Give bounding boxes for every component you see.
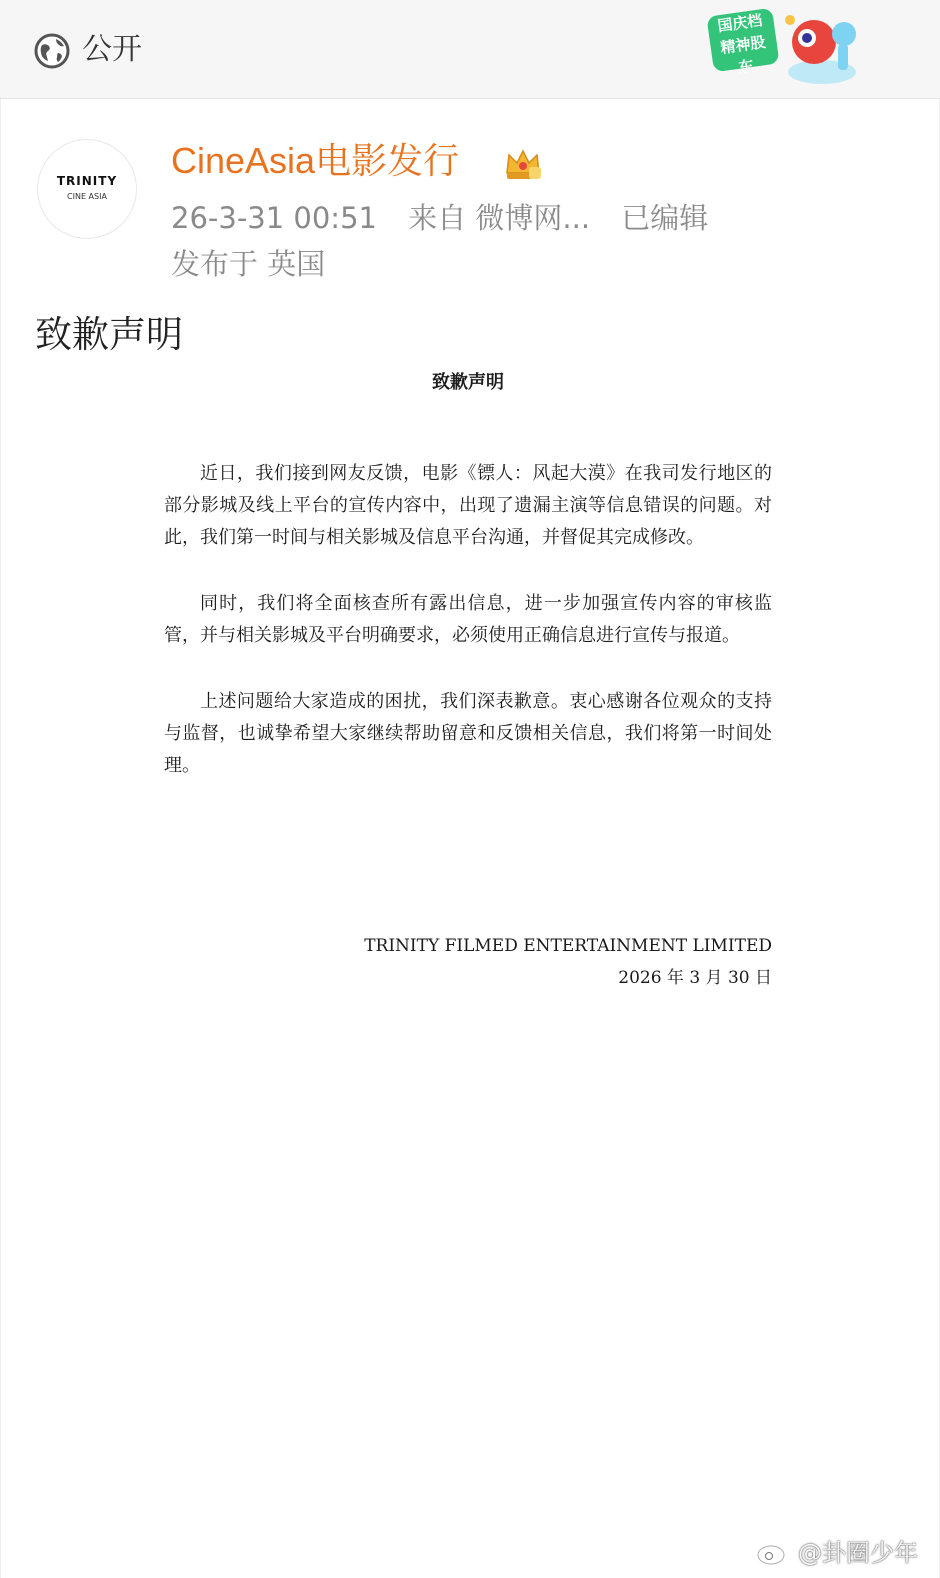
visibility-label[interactable]: 公开 <box>82 32 142 67</box>
statement-document[interactable] <box>164 370 772 994</box>
watermark-text: @卦圈少年 <box>798 1539 918 1567</box>
promo-badge[interactable] <box>704 6 864 90</box>
document-paragraph-2: 同时，我们将全面核查所有露出信息，进一步加强宣传内容的审核监管，并与相关影城及平台明确要求，必须使用正确信息进行宣传与报道。 <box>164 593 772 646</box>
globe-icon <box>34 33 70 69</box>
username[interactable]: CineAsia电影发行 <box>171 140 460 181</box>
document-paragraph-3: 上述问题给大家造成的困扰，我们深表歉意。衷心感谢各位观众的支持与监督，也诚挚希望大家继续帮助留意和反馈相关信息，我们将第一时间处理。 <box>164 691 772 776</box>
document-paragraph-1: 近日，我们接到网友反馈，电影《镖人：风起大漠》在我司发行地区的部分影城及线上平台的宣传内容中，出现了遗漏主演等信息错误的问题。对此，我们第一时间与相关影城及信息平台沟通，并督促其完成修改。 <box>164 463 772 548</box>
watermark <box>756 1534 940 1574</box>
weibo-logo-icon <box>756 1538 792 1566</box>
top-bar <box>0 0 940 99</box>
document-title: 致歉声明 <box>432 372 504 393</box>
promo-badge-text: 国庆档 精神股东 <box>716 11 767 77</box>
post-title: 致歉声明 <box>35 313 183 356</box>
crown-icon[interactable] <box>503 143 543 183</box>
post-source[interactable]: 来自 微博网... <box>408 201 591 235</box>
avatar[interactable] <box>37 139 137 239</box>
edited-label[interactable]: 已编辑 <box>621 201 709 235</box>
post-timestamp[interactable]: 26-3-31 00:51 <box>171 201 377 235</box>
document-date: 2026 年 3 月 30 日 <box>618 968 772 988</box>
avatar-logo-line2: CINE ASIA <box>67 192 107 201</box>
document-company: TRINITY FILMED ENTERTAINMENT LIMITED <box>364 936 772 956</box>
avatar-logo-line1: TRINITY <box>56 174 118 188</box>
post-location: 发布于 英国 <box>171 247 326 281</box>
post-meta <box>171 199 730 237</box>
